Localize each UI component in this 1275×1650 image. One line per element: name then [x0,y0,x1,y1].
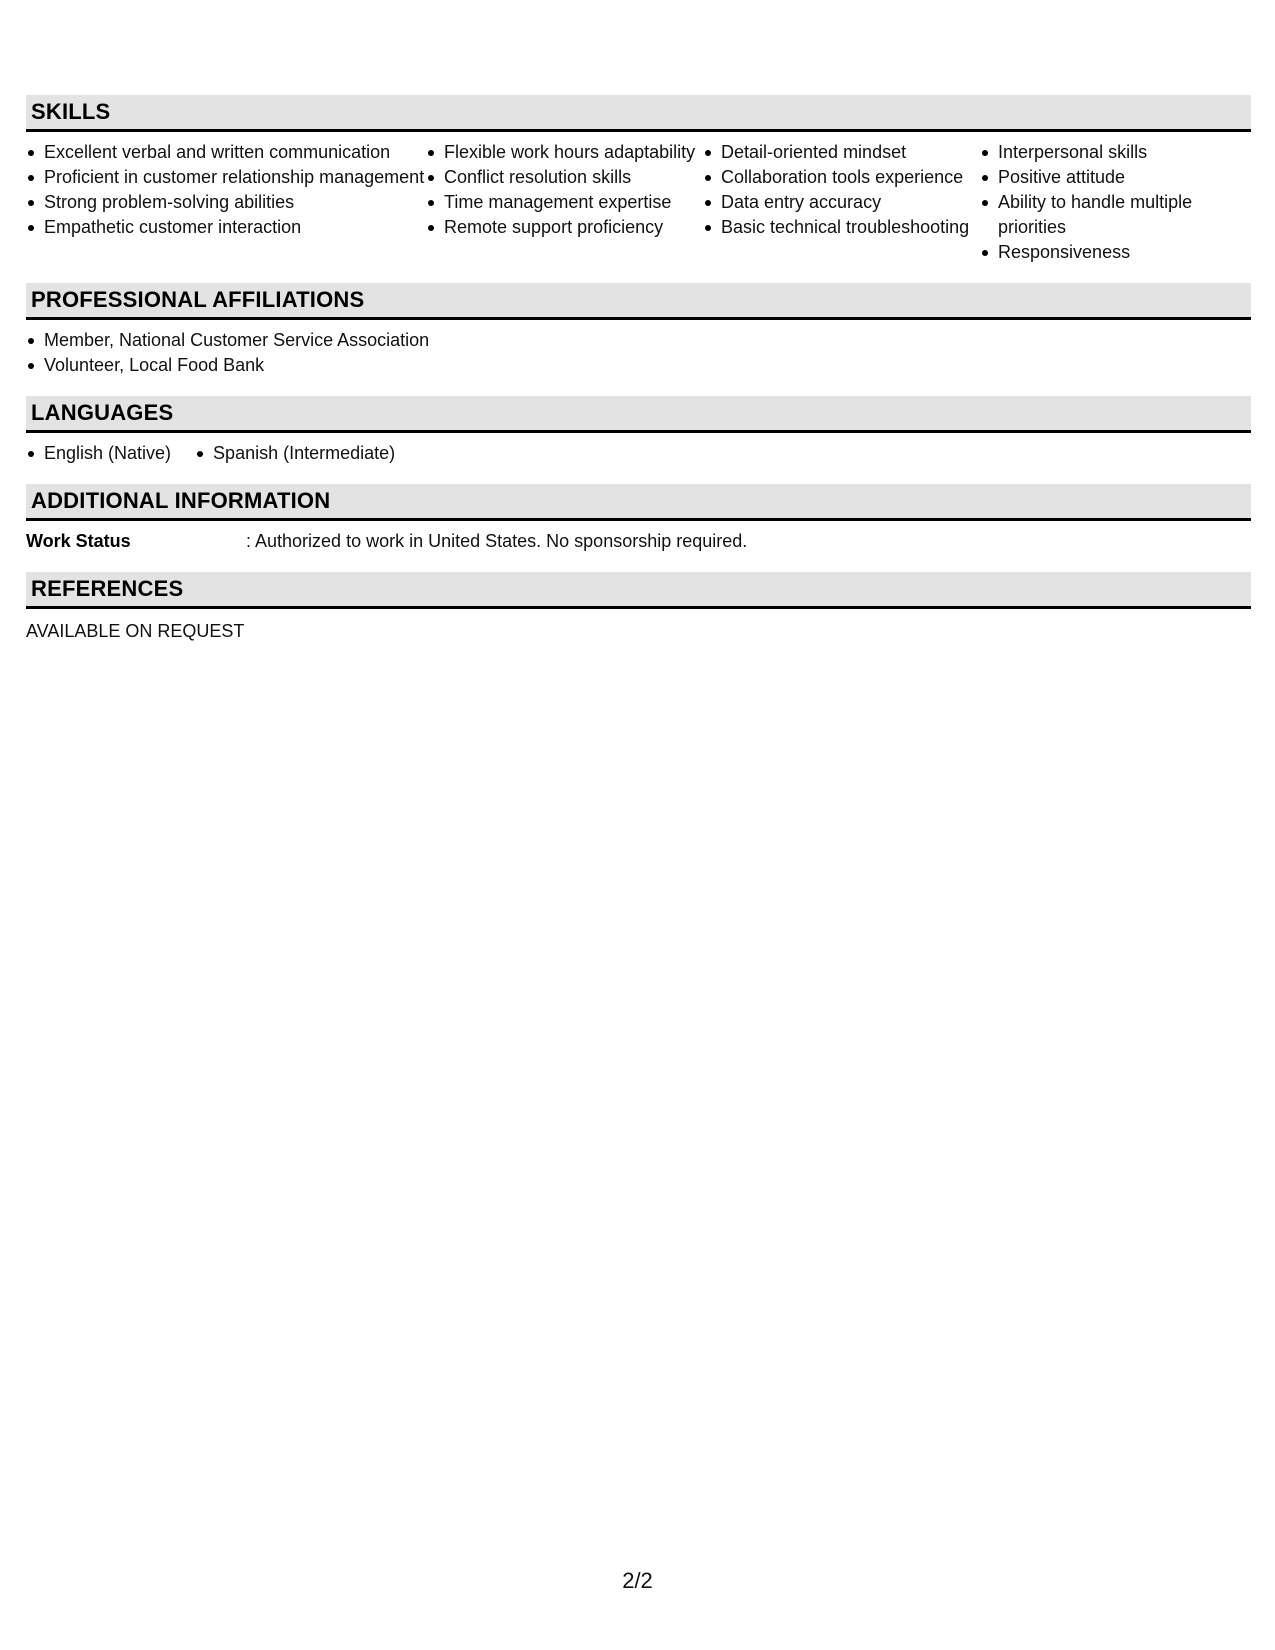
skill-item: Collaboration tools experience [703,165,980,190]
section-header [26,572,1251,609]
language-item: English (Native) [26,441,171,466]
skills-grid [26,132,1251,265]
skills-title: SKILLS [31,99,111,124]
skills-column-2 [426,140,703,265]
additional-info-section [26,484,1251,554]
language-item: Spanish (Intermediate) [195,441,395,466]
skill-item: Empathetic customer interaction [26,215,426,240]
skill-item: Time management expertise [426,190,703,215]
section-header [26,283,1251,320]
languages-section [26,396,1251,466]
skill-item: Proficient in customer relationship management [26,165,426,190]
resume-page [26,95,1251,662]
affiliations-title: PROFESSIONAL AFFILIATIONS [31,287,365,312]
skill-item: Remote support proficiency [426,215,703,240]
skill-item: Strong problem-solving abilities [26,190,426,215]
languages-title: LANGUAGES [31,400,174,425]
skills-section [26,95,1251,265]
section-header [26,484,1251,521]
affiliation-item: Member, National Customer Service Association [26,328,1251,353]
section-header [26,95,1251,132]
references-title: REFERENCES [31,576,184,601]
skill-item: Conflict resolution skills [426,165,703,190]
skills-column-1 [26,140,426,265]
skill-item: Data entry accuracy [703,190,980,215]
skill-item: Interpersonal skills [980,140,1251,165]
work-status-row [26,521,1251,554]
skill-item: Responsiveness [980,240,1251,265]
page-number: 2/2 [622,1568,653,1593]
skills-column-4 [980,140,1251,265]
affiliations-section [26,283,1251,378]
skill-item: Flexible work hours adaptability [426,140,703,165]
additional-info-title: ADDITIONAL INFORMATION [31,488,331,513]
skill-item: Detail-oriented mindset [703,140,980,165]
work-status-value: : Authorized to work in United States. No sponsorship required. [246,531,748,551]
references-section [26,572,1251,644]
languages-list [26,433,1251,466]
skills-column-3 [703,140,980,265]
affiliations-list [26,320,1251,378]
skill-item: Ability to handle multiple priorities [980,190,1251,240]
section-header [26,396,1251,433]
affiliation-item: Volunteer, Local Food Bank [26,353,1251,378]
work-status-label: Work Status [26,531,131,551]
skill-item: Positive attitude [980,165,1251,190]
skill-item: Excellent verbal and written communication [26,140,426,165]
references-text: AVAILABLE ON REQUEST [26,621,245,641]
skill-item: Basic technical troubleshooting [703,215,980,240]
